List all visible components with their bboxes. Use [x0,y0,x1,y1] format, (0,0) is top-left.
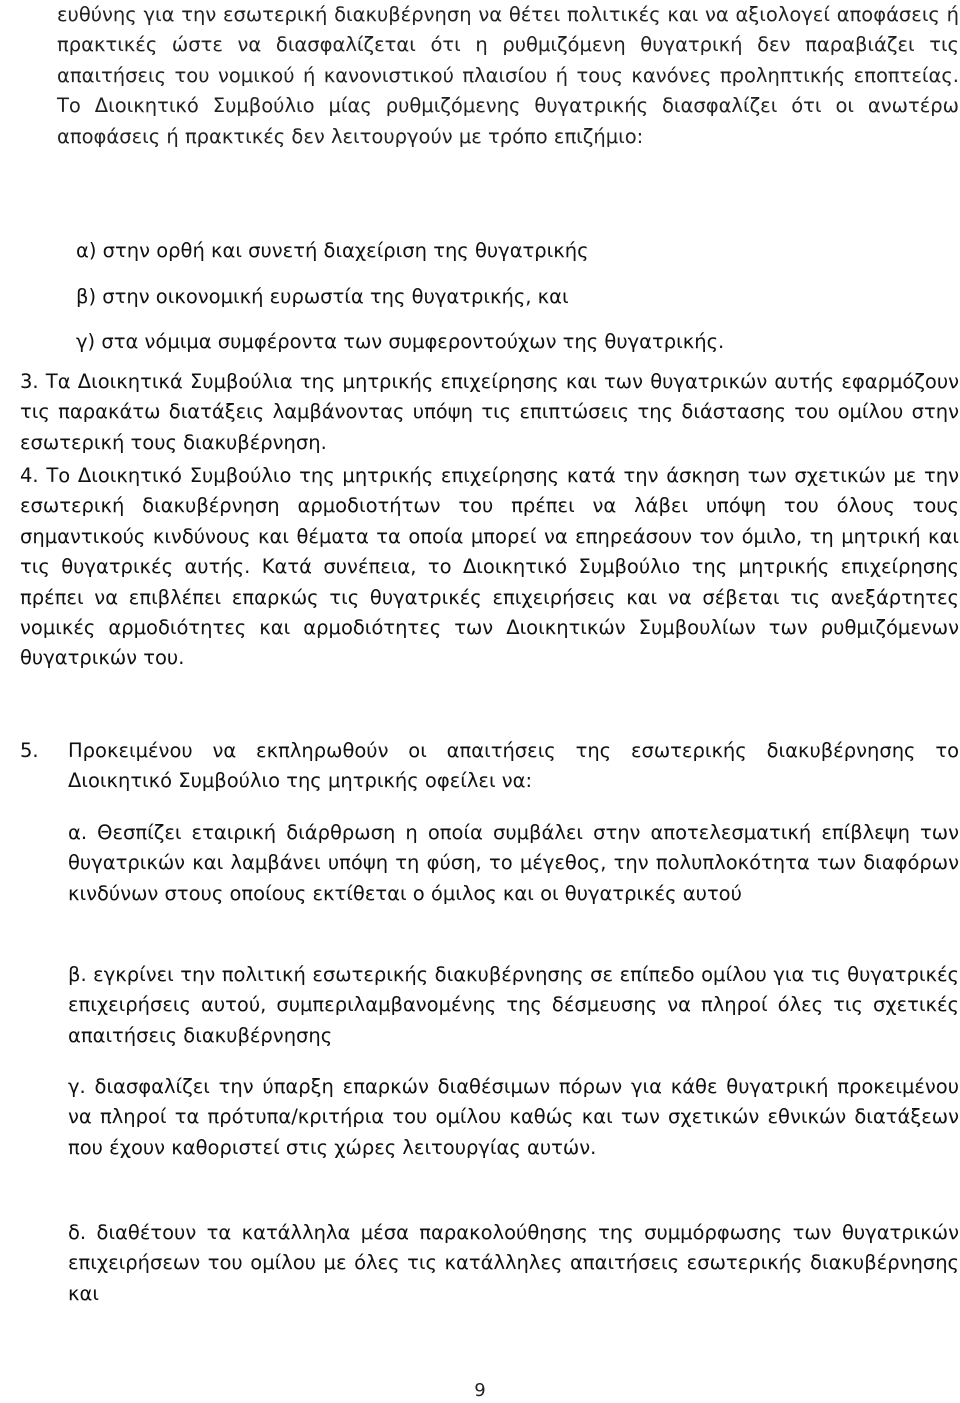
paragraph-5-number: 5. [20,739,39,762]
item-delta: δ. διαθέτουν τα κατάλληλα μέσα παρακολούθησης της συμμόρφωσης των θυγατρικών επιχειρήσεων του ομίλου με όλες τις κατάλληλες απαιτήσεις εσωτερικής διακυβέρνησης και [68,1221,959,1305]
sub-item-c: γ) στα νόμιμα συμφέροντα των συμφεροντούχων της θυγατρικής. [76,330,725,353]
paragraph-3: 3. Τα Διοικητικά Συμβούλια της μητρικής επιχείρησης και των θυγατρικών αυτής εφαρμόζουν τις παρακάτω διατάξεις λαμβάνοντας υπόψη τις επιπτώσεις της διάστασης του ομίλου στην εσωτερική τους διακυβέρνηση. [20,370,959,454]
item-alpha: α. Θεσπίζει εταιρική διάρθρωση η οποία συμβάλει στην αποτελεσματική επίβλεψη των θυγατρικών και λαμβάνει υπόψη τη φύση, το μέγεθος, την πολυπλοκότητα των διαφόρων κινδύνων στους οποίους εκτίθεται ο όμιλος και οι θυγατρικές αυτού [68,821,959,905]
item-gamma: γ. διασφαλίζει την ύπαρξη επαρκών διαθέσιμων πόρων για κάθε θυγατρική προκειμένου να πληροί τα πρότυπα/κριτήρια του ομίλου καθώς και των σχετικών εθνικών διατάξεων που έχουν καθοριστεί στις χώρες λειτουργίας αυτών. [68,1075,959,1159]
paragraph-4: 4. Το Διοικητικό Συμβούλιο της μητρικής επιχείρησης κατά την άσκηση των σχετικών με την εσωτερική διακυβέρνηση αρμοδιοτήτων του πρέπει να λάβει υπόψη του όλους τους σημαντικούς κινδύνους και θέματα τα οποία μπορεί να επηρεάσουν τον όμιλο, τη μητρική και τις θυγατρικές αυτής. Κατά συνέπεια, το Διοικητικό Συμβούλιο της μητρικής επιχείρησης πρέπει να επιβλέπει επαρκώς τις θυγατρικές επιχειρήσεις και να σέβεται τις ανεξάρτητες νομικές αρμοδιότητες και αρμοδιότητες των Διοικητικών Συμβουλίων των ρυθμιζόμενων θυγατρικών του. [20,464,959,670]
intro-paragraph: ευθύνης για την εσωτερική διακυβέρνηση να θέτει πολιτικές και να αξιολογεί αποφάσεις ή πρακτικές ώστε να διασφαλίζεται ότι η ρυθμιζόμενη θυγατρική δεν παραβιάζει τις απαιτήσεις του νομικού ή κανονιστικού πλαισίου ή τους κανόνες προληπτικής εποπτείας. Το Διοικητικό Συμβούλιο μίας ρυθμιζόμενης θυγατρικής διασφαλίζει ότι οι ανωτέρω αποφάσεις ή πρακτικές δεν λειτουργούν με τρόπο επιζήμιο: [57,3,959,148]
item-beta: β. εγκρίνει την πολιτική εσωτερικής διακυβέρνησης σε επίπεδο ομίλου για τις θυγατρικές επιχειρήσεις αυτού, συμπεριλαμβανομένης της δέσμευσης να πληροί όλες τις σχετικές απαιτήσεις διακυβέρνησης [68,963,959,1047]
sub-item-b: β) στην οικονομική ευρωστία της θυγατρικής, και [76,285,569,308]
page-number: 9 [474,1380,486,1401]
paragraph-5-text: Προκειμένου να εκπληρωθούν οι απαιτήσεις της εσωτερικής διακυβέρνησης το Διοικητικό Συμβούλιο της μητρικής οφείλει να: [68,739,959,793]
sub-item-a: α) στην ορθή και συνετή διαχείριση της θυγατρικής [76,239,589,262]
